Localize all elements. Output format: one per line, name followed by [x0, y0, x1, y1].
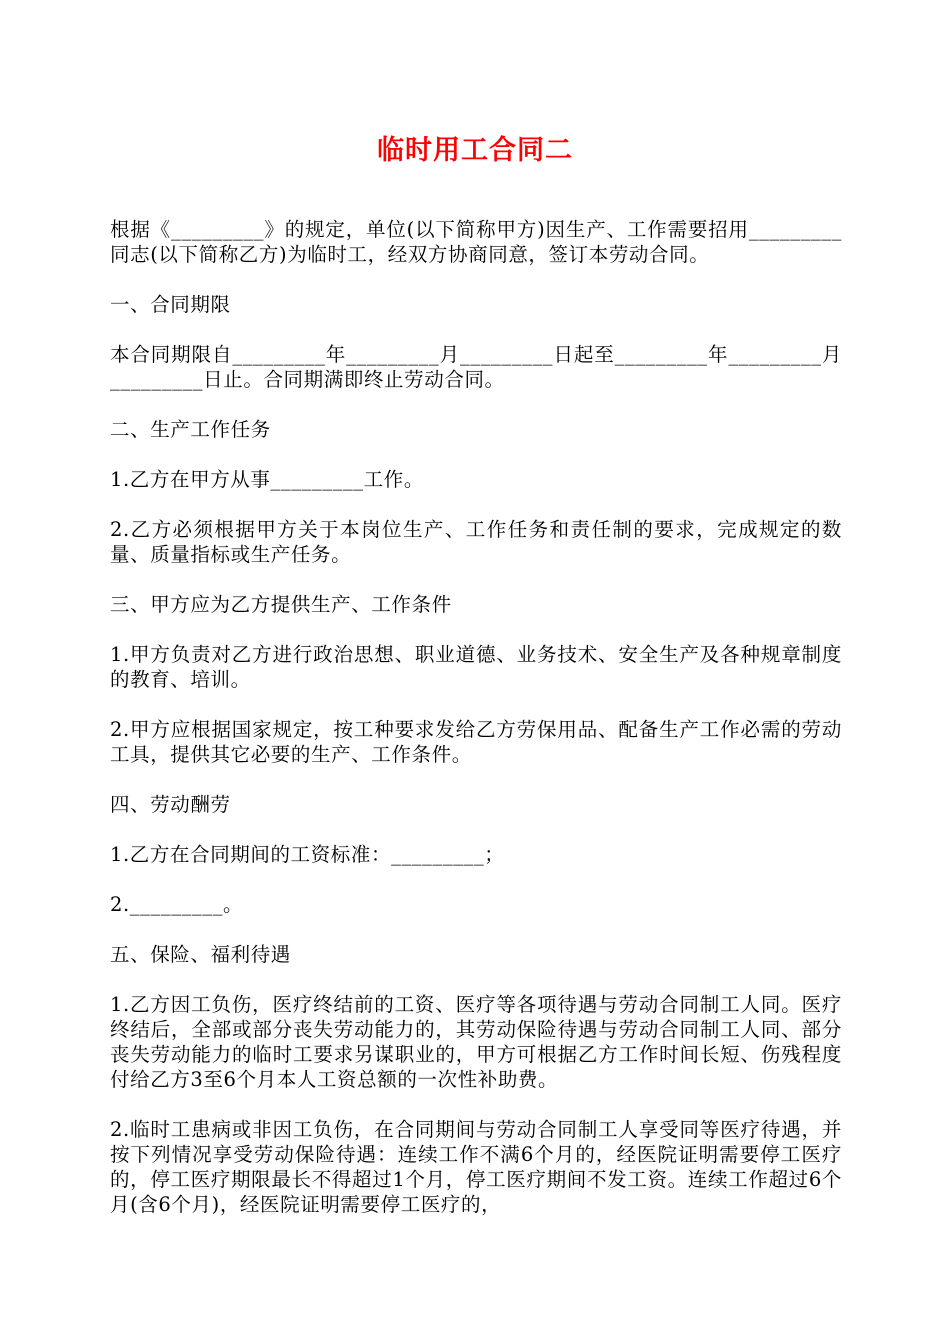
insurance-item-2: 2.临时工患病或非因工负伤，在合同期间与劳动合同制工人享受同等医疗待遇，并按下列情况享受劳动保险待遇：连续工作不满6个月的，经医院证明需要停工医疗的，停工医疗期限最长不得超过1个月，停工医疗期间不发工资。连续工作超过6个月(含6个月)，经医院证明需要停工医疗的， — [110, 1118, 842, 1216]
pay-item-1: 1.乙方在合同期间的工资标准：_________； — [110, 843, 505, 866]
term-paragraph: 本合同期限自_________年_________月_________日起至_________年_________月_________日止。合同期满即终止劳动合同。 — [110, 343, 842, 391]
section-heading-pay: 四、劳动酬劳 — [110, 793, 231, 816]
tasks-item-1: 1.乙方在甲方从事_________工作。 — [110, 468, 424, 491]
section-heading-conditions: 三、甲方应为乙方提供生产、工作条件 — [110, 593, 452, 616]
section-heading-tasks: 二、生产工作任务 — [110, 418, 271, 441]
tasks-item-2: 2.乙方必须根据甲方关于本岗位生产、工作任务和责任制的要求，完成规定的数量、质量指标或生产任务。 — [110, 518, 842, 566]
section-heading-term: 一、合同期限 — [110, 293, 231, 316]
document-body — [110, 217, 842, 1242]
insurance-item-1: 1.乙方因工负伤，医疗终结前的工资、医疗等各项待遇与劳动合同制工人同。医疗终结后，全部或部分丧失劳动能力的，其劳动保险待遇与劳动合同制工人同、部分丧失劳动能力的临时工要求另谋职业的，甲方可根据乙方工作时间长短、伤残程度付给乙方3至6个月本人工资总额的一次性补助费。 — [110, 993, 842, 1091]
pay-item-2: 2._________。 — [110, 893, 244, 916]
conditions-item-2: 2.甲方应根据国家规定，按工种要求发给乙方劳保用品、配备生产工作必需的劳动工具，提供其它必要的生产、工作条件。 — [110, 718, 842, 766]
section-heading-insurance: 五、保险、福利待遇 — [110, 943, 291, 966]
document-title: 临时用工合同二 — [377, 135, 573, 166]
intro-paragraph: 根据《_________》的规定，单位(以下简称甲方)因生产、工作需要招用_________同志(以下简称乙方)为临时工，经双方协商同意，签订本劳动合同。 — [110, 218, 842, 266]
conditions-item-1: 1.甲方负责对乙方进行政治思想、职业道德、业务技术、安全生产及各种规章制度的教育、培训。 — [110, 643, 842, 691]
